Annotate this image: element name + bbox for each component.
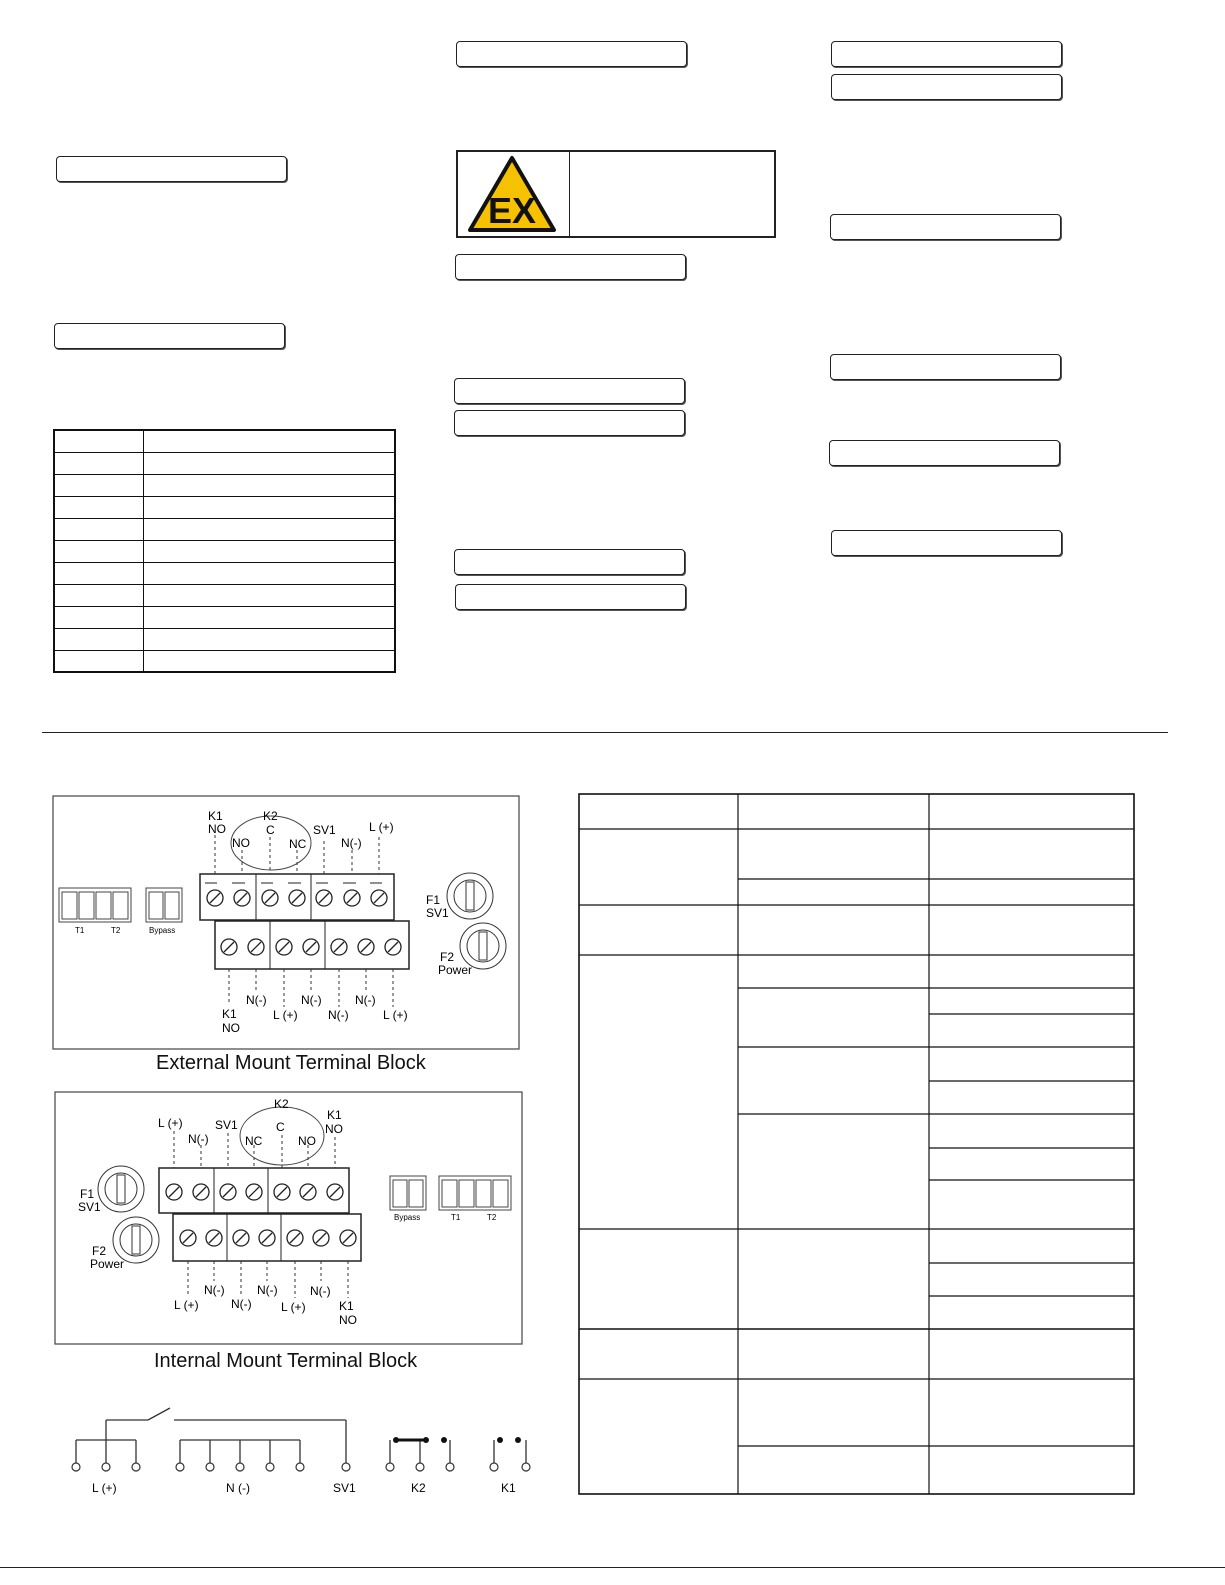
table-cell: [54, 474, 144, 496]
label-k1-bottom: K1: [222, 1007, 237, 1021]
label-k2-no: NO: [298, 1134, 316, 1148]
section-divider: [42, 732, 1168, 733]
schematic-label-k2: K2: [411, 1481, 426, 1495]
table-cell: [54, 584, 144, 606]
ex-symbol-text: EX: [487, 190, 537, 231]
left-label-box-2: [54, 323, 285, 349]
fuse-f1-icon: [98, 1166, 144, 1212]
label-k2: K2: [274, 1097, 289, 1111]
jumper-t1-t2: [59, 888, 131, 922]
table-cell: [144, 474, 396, 496]
external-diagram-caption: External Mount Terminal Block: [156, 1052, 426, 1074]
jumper-label-t2: T2: [111, 926, 121, 935]
table-cell: [54, 496, 144, 518]
ex-warning-divider: [569, 152, 570, 236]
jumper-label-bypass: Bypass: [394, 1213, 421, 1222]
mid-label-box-1: [456, 41, 687, 67]
label-f1-sv1: SV1: [426, 906, 449, 920]
table-cell: [144, 540, 396, 562]
table-cell: [144, 430, 396, 452]
table-cell: [54, 540, 144, 562]
label-n-minus: N(-): [257, 1283, 278, 1297]
footer-rule: [0, 1567, 1225, 1568]
external-terminal-diagram: [52, 795, 520, 1051]
mid-label-box-2: [455, 254, 686, 280]
mid-label-box-5: [454, 549, 685, 575]
table-cell: [144, 518, 396, 540]
label-k2-nc: NC: [289, 837, 307, 851]
label-f2: F2: [92, 1244, 107, 1258]
table-cell: [144, 562, 396, 584]
label-n-minus: N(-): [310, 1284, 331, 1298]
label-k1-bottom: K1: [339, 1299, 354, 1313]
jumper-label-bypass: Bypass: [149, 926, 176, 935]
schematic-label-l-plus: L (+): [92, 1481, 117, 1495]
mid-label-box-4: [454, 410, 685, 436]
internal-diagram-caption: Internal Mount Terminal Block: [154, 1350, 418, 1372]
label-k2-no: NO: [232, 836, 250, 850]
left-label-box-1: [56, 156, 287, 182]
table-cell: [144, 452, 396, 474]
internal-terminal-diagram: [54, 1091, 524, 1346]
label-f2-power: Power: [90, 1257, 125, 1271]
label-f1: F1: [426, 893, 441, 907]
label-k1-no-bottom: NO: [222, 1021, 240, 1035]
jumper-label-t1: T1: [75, 926, 85, 935]
table-cell: [144, 606, 396, 628]
label-k1: K1: [208, 809, 223, 823]
label-sv1: SV1: [313, 823, 336, 837]
right-label-box-1: [831, 41, 1062, 67]
ex-warning-box: [456, 150, 776, 238]
label-n-minus: N(-): [231, 1297, 252, 1311]
table-cell: [54, 518, 144, 540]
label-n-minus: N(-): [246, 993, 267, 1007]
table-cell: [54, 430, 144, 452]
wiring-schematic: [64, 1400, 544, 1500]
label-n-minus: N(-): [204, 1283, 225, 1297]
label-k1-no-bottom: NO: [339, 1313, 357, 1327]
jumper-label-t1: T1: [451, 1213, 461, 1222]
terminal-nodes: [72, 1463, 530, 1471]
right-label-box-6: [831, 530, 1062, 556]
left-spec-table: [53, 429, 396, 673]
right-label-box-3: [830, 214, 1061, 240]
right-spec-table: [578, 793, 1136, 1496]
label-l-plus: L (+): [273, 1008, 298, 1022]
mid-label-box-3: [454, 378, 685, 404]
jumper-label-t2: T2: [487, 1213, 497, 1222]
label-sv1: SV1: [215, 1118, 238, 1132]
table-cell: [54, 562, 144, 584]
label-k1-no: NO: [325, 1122, 343, 1136]
label-f1-sv1: SV1: [78, 1200, 101, 1214]
label-k2-c: C: [266, 823, 275, 837]
label-k1-no: NO: [208, 822, 226, 836]
label-k2: K2: [263, 809, 278, 823]
label-f1: F1: [80, 1187, 95, 1201]
label-f2: F2: [440, 950, 455, 964]
label-k2-c: C: [276, 1120, 285, 1134]
label-l-plus: L (+): [158, 1116, 183, 1130]
label-n-minus: N(-): [341, 836, 362, 850]
label-n-minus: N(-): [328, 1008, 349, 1022]
schematic-label-k1: K1: [501, 1481, 516, 1495]
label-n-minus: N(-): [355, 993, 376, 1007]
right-label-box-4: [830, 354, 1061, 380]
table-cell: [144, 628, 396, 650]
label-n-minus: N(-): [188, 1132, 209, 1146]
table-cell: [54, 628, 144, 650]
label-l-plus: L (+): [281, 1300, 306, 1314]
label-k2-nc: NC: [245, 1134, 263, 1148]
label-n-minus: N(-): [301, 993, 322, 1007]
jumper-t1-t2: [439, 1176, 511, 1210]
schematic-label-n-minus: N (-): [226, 1481, 250, 1495]
label-l-plus: L (+): [174, 1298, 199, 1312]
table-cell: [144, 496, 396, 518]
table-cell: [54, 650, 144, 672]
right-label-box-5: [829, 440, 1060, 466]
jumper-bypass: [146, 888, 182, 922]
table-cell: [144, 650, 396, 672]
explosion-hazard-icon: [462, 152, 562, 236]
fuse-f1-icon: [447, 873, 493, 919]
label-k1: K1: [327, 1108, 342, 1122]
table-cell: [54, 606, 144, 628]
table-cell: [54, 452, 144, 474]
table-cell: [144, 584, 396, 606]
label-l-plus: L (+): [369, 820, 394, 834]
schematic-label-sv1: SV1: [333, 1481, 356, 1495]
label-l-plus: L (+): [383, 1008, 408, 1022]
jumper-bypass: [390, 1176, 426, 1210]
label-f2-power: Power: [438, 963, 473, 977]
mid-label-box-6: [455, 584, 686, 610]
right-label-box-2: [831, 74, 1062, 100]
